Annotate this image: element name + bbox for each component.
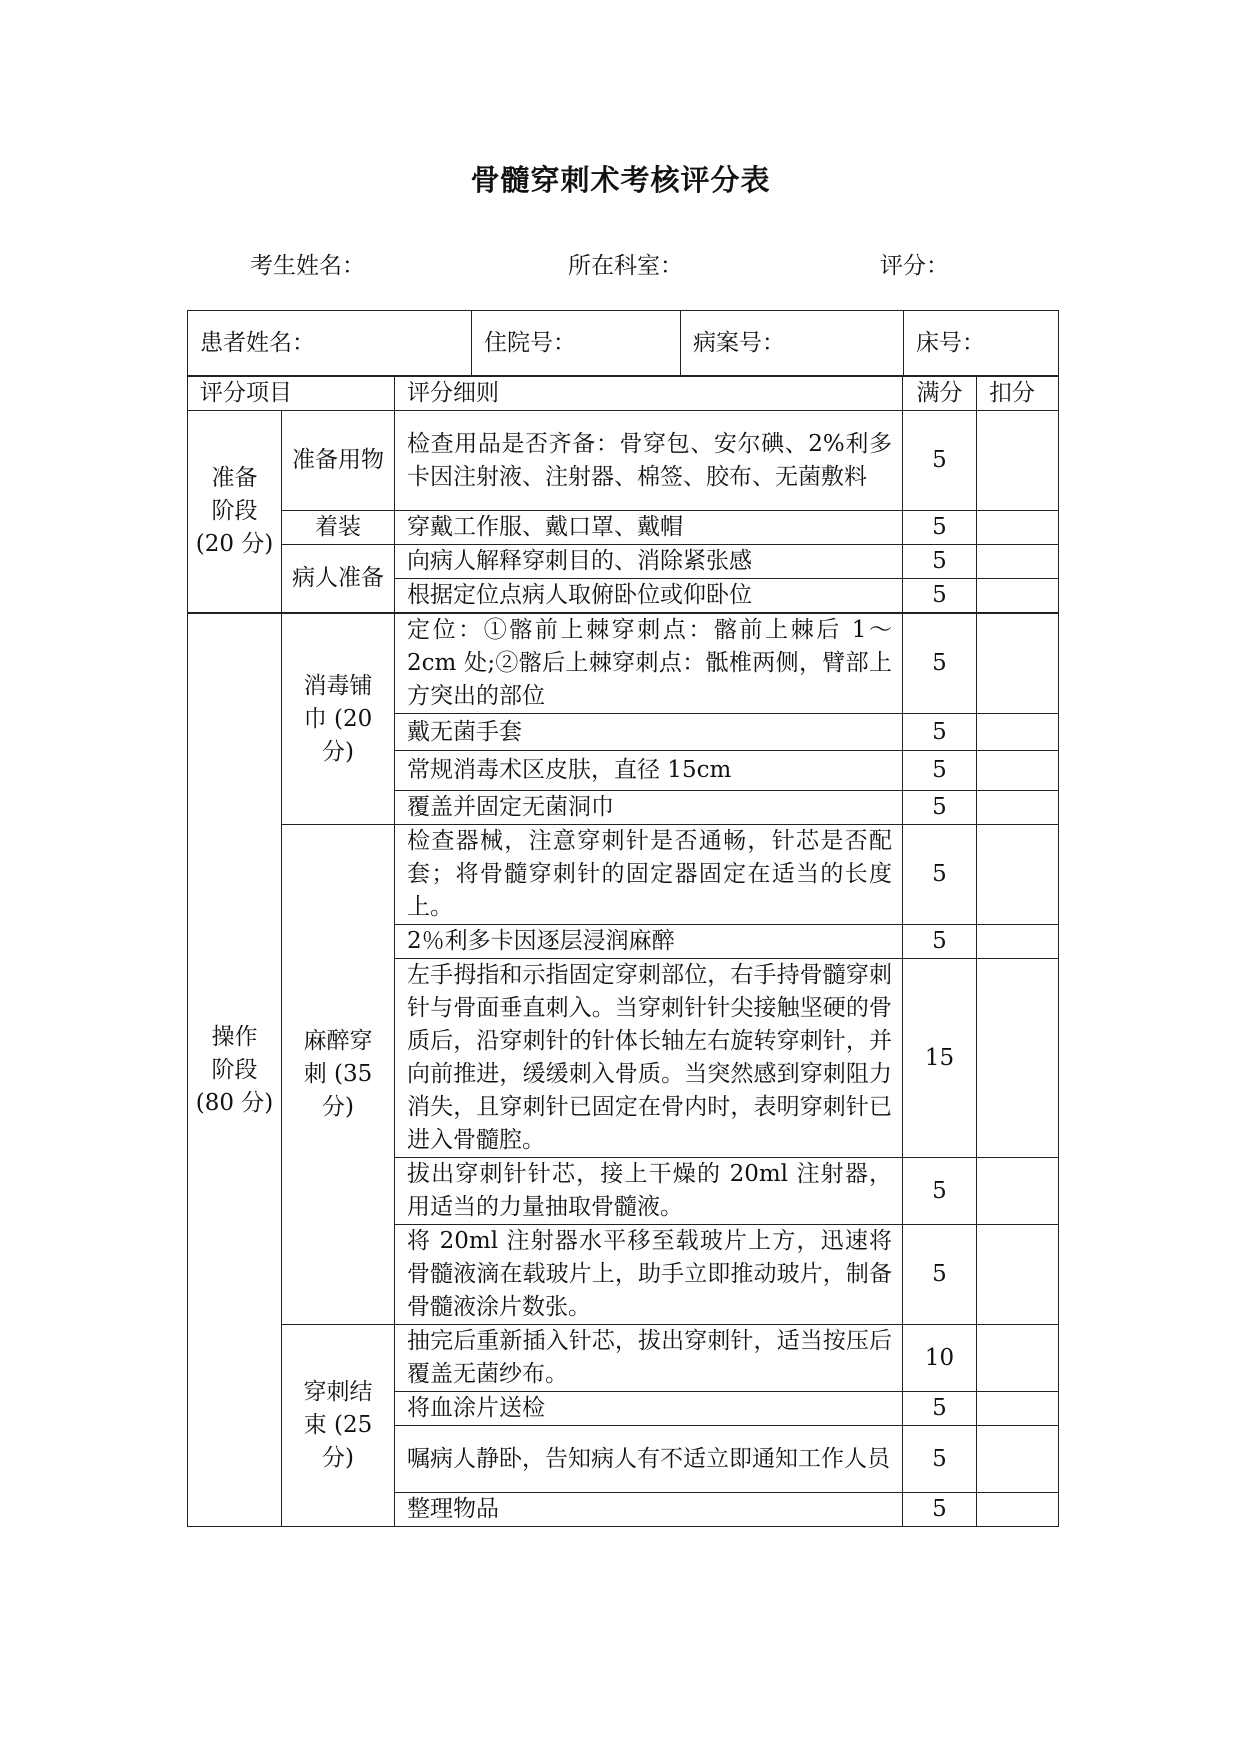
- group-label: 穿刺结束 (25 分): [282, 1325, 395, 1527]
- deduction-cell[interactable]: [977, 613, 1059, 714]
- table-row: [188, 1325, 1059, 1392]
- deduction-cell[interactable]: [977, 1325, 1059, 1392]
- detail-cell: 穿戴工作服、戴口罩、戴帽: [395, 511, 903, 545]
- full-score-cell: 5: [903, 1493, 977, 1527]
- col-header-item: 评分项目: [188, 377, 395, 411]
- detail-cell: 左手拇指和示指固定穿刺部位，右手持骨髓穿刺针与骨面垂直刺入。当穿刺针针尖接触坚硬的骨质后，沿穿刺针的针体长轴左右旋转穿刺针，并向前推进，缓缓刺入骨质。当突然感到穿刺阻力消失，且穿刺针已固定在骨内时，表明穿刺针已进入骨髓腔。: [395, 959, 903, 1158]
- table-row: [188, 511, 1059, 545]
- full-score-cell: 5: [903, 1392, 977, 1426]
- group-label: 着装: [282, 511, 395, 545]
- col-header-full-score: 满分: [903, 377, 977, 411]
- deduction-cell[interactable]: [977, 751, 1059, 791]
- deduction-cell[interactable]: [977, 714, 1059, 751]
- table-row: [188, 825, 1059, 925]
- section-operation-label-line: 操作: [211, 1023, 258, 1050]
- patient-name-field[interactable]: 患者姓名：: [188, 311, 472, 376]
- deduction-cell[interactable]: [977, 959, 1059, 1158]
- deduction-cell[interactable]: [977, 511, 1059, 545]
- patient-info-row: [188, 311, 1059, 376]
- detail-cell: 将血涂片送检: [395, 1392, 903, 1426]
- detail-cell: 检查用品是否齐备：骨穿包、安尔碘、2%利多卡因注射液、注射器、棉签、胶布、无菌敷料: [395, 411, 903, 511]
- group-label: 消毒铺巾 (20 分): [282, 613, 395, 825]
- detail-cell: 常规消毒术区皮肤，直径 15cm: [395, 751, 903, 791]
- group-label: 准备用物: [282, 411, 395, 511]
- section-prep-label-line: 阶段: [211, 498, 258, 524]
- section-prep-label: [188, 411, 282, 614]
- full-score-cell: 5: [903, 411, 977, 511]
- full-score-cell: 5: [903, 714, 977, 751]
- full-score-cell: 10: [903, 1325, 977, 1392]
- section-prep-label-line: (20 分): [195, 531, 274, 557]
- section-prep-label-line: 准备: [211, 465, 258, 491]
- table-row: [188, 613, 1059, 714]
- deduction-cell[interactable]: [977, 545, 1059, 579]
- deduction-cell[interactable]: [977, 1493, 1059, 1527]
- detail-cell: 拔出穿刺针针芯，接上干燥的 20ml 注射器，用适当的力量抽取骨髓液。: [395, 1158, 903, 1225]
- col-header-deduction: 扣分: [977, 377, 1059, 411]
- detail-cell: 抽完后重新插入针芯，拔出穿刺针，适当按压后覆盖无菌纱布。: [395, 1325, 903, 1392]
- deduction-cell[interactable]: [977, 1392, 1059, 1426]
- section-operation-label-line: (80 分): [195, 1089, 274, 1116]
- full-score-cell: 5: [903, 925, 977, 959]
- group-label: 病人准备: [282, 545, 395, 614]
- admission-no-field[interactable]: 住院号：: [472, 311, 681, 376]
- page-title: 骨髓穿刺术考核评分表: [470, 163, 771, 197]
- deduction-cell[interactable]: [977, 825, 1059, 925]
- deduction-cell[interactable]: [977, 411, 1059, 511]
- full-score-cell: 5: [903, 1225, 977, 1325]
- detail-cell: 2％利多卡因逐层浸润麻醉: [395, 925, 903, 959]
- section-operation-label-line: 阶段: [211, 1056, 258, 1083]
- full-score-cell: 5: [903, 579, 977, 614]
- detail-cell: 检查器械，注意穿刺针是否通畅，针芯是否配套；将骨髓穿刺针的固定器固定在适当的长度上。: [395, 825, 903, 925]
- deduction-cell[interactable]: [977, 1225, 1059, 1325]
- examinee-name-label: 考生姓名：: [250, 253, 365, 279]
- deduction-cell[interactable]: [977, 791, 1059, 825]
- full-score-cell: 15: [903, 959, 977, 1158]
- table-header-row: [188, 377, 1059, 411]
- detail-cell: 定位：①髂前上棘穿刺点：髂前上棘后 1～2cm 处;②髂后上棘穿刺点：骶椎两侧，臂部上方突出的部位: [395, 613, 903, 714]
- deduction-cell[interactable]: [977, 925, 1059, 959]
- deduction-cell[interactable]: [977, 1158, 1059, 1225]
- full-score-cell: 5: [903, 751, 977, 791]
- department-label: 所在科室：: [568, 253, 683, 279]
- full-score-cell: 5: [903, 545, 977, 579]
- table-row: [188, 545, 1059, 579]
- col-header-detail: 评分细则: [395, 377, 903, 411]
- scoring-table: [187, 376, 1059, 1527]
- detail-cell: 根据定位点病人取俯卧位或仰卧位: [395, 579, 903, 614]
- full-score-cell: 5: [903, 791, 977, 825]
- full-score-cell: 5: [903, 1158, 977, 1225]
- full-score-cell: 5: [903, 825, 977, 925]
- group-label: 麻醉穿刺 (35 分): [282, 825, 395, 1325]
- full-score-cell: 5: [903, 511, 977, 545]
- detail-cell: 将 20ml 注射器水平移至载玻片上方，迅速将骨髓液滴在载玻片上，助手立即推动玻片，制备骨髓液涂片数张。: [395, 1225, 903, 1325]
- deduction-cell[interactable]: [977, 579, 1059, 614]
- detail-cell: 向病人解释穿刺目的、消除紧张感: [395, 545, 903, 579]
- full-score-cell: 5: [903, 613, 977, 714]
- score-label: 评分：: [880, 253, 949, 279]
- section-operation-label: [188, 613, 282, 1527]
- patient-info-table: [187, 310, 1059, 376]
- deduction-cell[interactable]: [977, 1426, 1059, 1493]
- detail-cell: 覆盖并固定无菌洞巾: [395, 791, 903, 825]
- bed-no-field[interactable]: 床号：: [904, 311, 1059, 376]
- full-score-cell: 5: [903, 1426, 977, 1493]
- detail-cell: 戴无菌手套: [395, 714, 903, 751]
- detail-cell: 嘱病人静卧，告知病人有不适立即通知工作人员: [395, 1426, 903, 1493]
- detail-cell: 整理物品: [395, 1493, 903, 1527]
- table-row: [188, 411, 1059, 511]
- case-no-field[interactable]: 病案号：: [681, 311, 904, 376]
